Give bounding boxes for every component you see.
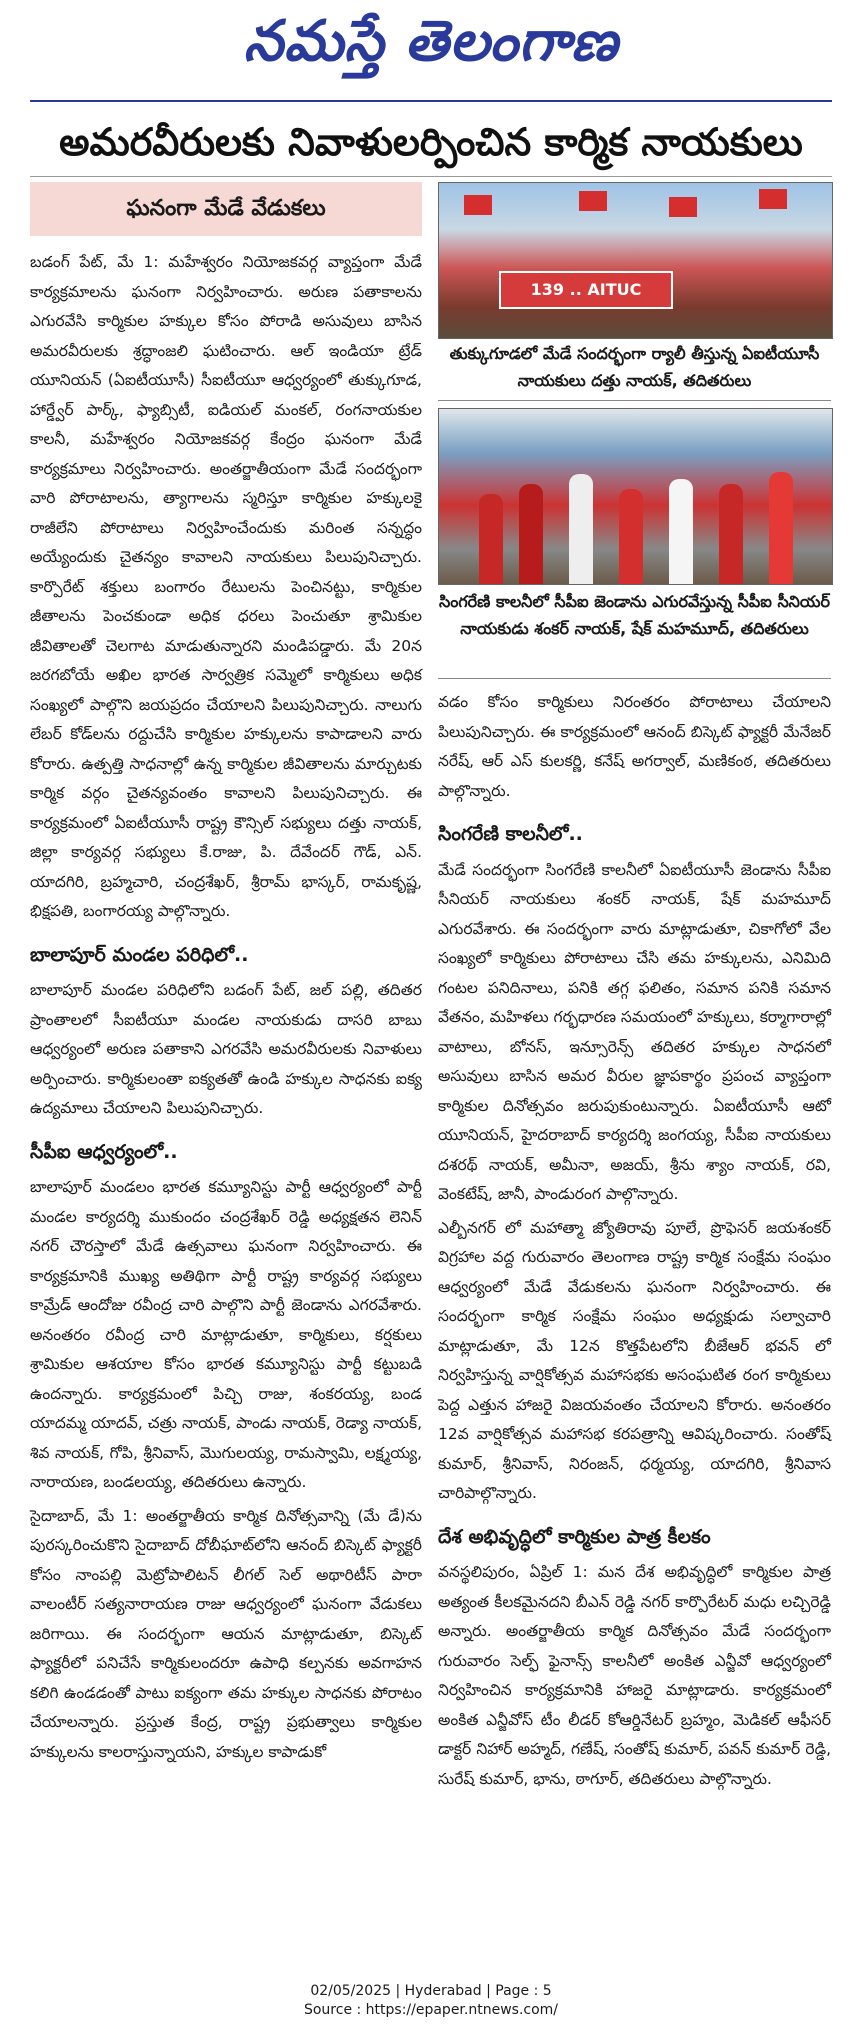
article-paragraph: బడంగ్ పేట్, మే 1: మహేశ్వరం నియోజకవర్గ వ్యాప్తంగా మేడే కార్యక్రమాలను ఘనంగా నిర్వహించారు. అరుణ పతాకాలను ఎగురవేసి కార్మికుల హక్కుల కోసం పోరాడి అసువులు బాసిన అమరవీరులకు శ్రద్ధాంజలి ఘటించారు. ఆల్ ఇండియా ట్రేడ్ యూనియన్ (ఏఐటీయూసీ) సీఐటీయూ ఆధ్వర్యంలో తుక్కుగూడ, హార్డ్వేర్ పార్క్, ఫ్యాబ్సిటీ, ఐడియల్ మంకల్, రంగనాయకుల కాలనీ, మహేశ్వరం నియోజకవర్గ కేంద్రం ఘనంగా మేడే కార్యక్రమాలు నిర్వహించారు. అంతర్జాతీయంగా మేడే సందర్భంగా వారి పోరాటాలను, త్యాగాలను స్మరిస్తూ కార్మికుల హక్కులకై రాజీలేని పోరాటాలు నిర్వహించేందుకు మరింత సన్నద్ధం అయ్యేందుకు చైతన్యం కావాలని నాయకులు పిలుపునిచ్చారు. కార్పొరేట్ శక్తులు బంగారం రేటులను పెంచినట్టు, కార్మికుల జీతాలను పెంచకుండా అధిక ధరలు పెంచుతూ శ్రామికుల జీవితాలతో చెలగాట మాడుతున్నారని మండిపడ్డారు. మే 20న జరగబోయే అఖిల భారత సార్వత్రిక సమ్మెలో కార్మికులు అధిక సంఖ్యలో పాల్గొని జయప్రదం చేయాలని పిలుపునిచ్చారు. నాలుగు లేబర్ కోడ్‌లను రద్దుచేసి కార్మికుల హక్కులను కాపాడాలని వారు కోరారు. ఉత్పత్తి సాధనాల్లో ఉన్న కార్మికుల జీవితాలను మార్చుటకు కార్మిక వర్గం చైతన్యవంతం కావాలని పిలుపునిచ్చారు. ఈ కార్యక్రమంలో ఏఐటీయూసీ రాష్ట్ర కౌన్సిల్ సభ్యులు దత్తు నాయక్, జిల్లా కార్యవర్గ సభ్యులు కే.రాజు, పి. దేవేందర్ గౌడ్, ఎన్. యాదగిరి, బ్రహ్మచారి, చంద్రశేఖర్, శ్రీరామ్ భాస్కర్, రామకృష్ణ, భిక్షపతి, బంగారయ్య పాల్గొన్నారు. (30, 253, 422, 920)
flag-icon (669, 197, 697, 217)
left-column (30, 248, 422, 1771)
caption-divider (438, 400, 831, 401)
flag-icon (579, 191, 607, 211)
article-headline: అమరవీరులకు నివాళులర్పించిన కార్మిక నాయకులు (59, 120, 803, 164)
photo-caption-flag-hoisting: సింగరేణి కాలనీలో సీపీఐ జెండాను ఎగురవేస్తున్న సీపీఐ సీనియర్ నాయకుడు శంకర్ నాయక్, షేక్ మహమూద్, తదితరులు (439, 592, 830, 638)
person-figure (769, 472, 793, 584)
flag-icon (464, 195, 492, 215)
right-column (438, 688, 831, 1798)
person-figure (719, 484, 743, 584)
masthead-rule (30, 100, 832, 102)
article-paragraph: మేడే సందర్భంగా సింగరేణి కాలనీలో ఏఐటీయూసీ జెండాను సీపీఐ సీనియర్ నాయకులు శంకర్ నాయక్, షేక్ మహమూద్ ఎగురవేశారు. ఈ సందర్భంగా వారు మాట్లాడుతూ, చికాగోలో వేల సంఖ్యలో కార్మికులు పోరాటాలు చేసి తమ హక్కులను, ఎనిమిది గంటల పనిదినాలు, పనికి తగ్గ ఫలితం, సమాన పనికి సమాన వేతనం, మహిళలు గర్భధారణ సమయంలో హక్కులు, కర్మాగారాల్లో వాటాలు, బోనస్, ఇన్సూరెన్స్ తదితర హక్కుల సాధనలో అసువులు బాసిన అమర వీరుల జ్ఞాపకార్థం ప్రపంచ వ్యాప్తంగా కార్మికుల దినోత్సవం జరుపుకుంటున్నారు. ఏఐటీయూసీ ఆటో యూనియన్, హైదరాబాద్ కార్యదర్శి జంగయ్య, సీపీఐ నాయకులు దశరథ్ నాయక్, అమీనా, అజయ్, శ్రీను శ్యాం నాయక్, రవి, వెంకటేష్, జానీ, పాండురంగ పాల్గొన్నారు. (438, 860, 831, 1203)
source-url[interactable]: Source : https://epaper.ntnews.com/ (303, 2002, 559, 2018)
photo-flag-hoisting (438, 408, 833, 585)
person-figure (669, 479, 693, 584)
edition-info: 02/05/2025 | Hyderabad | Page : 5 (310, 1983, 552, 1999)
page-footer (0, 1982, 862, 2020)
article-paragraph: సైదాబాద్, మే 1: అంతర్జాతీయ కార్మిక దినోత్సవాన్ని (మే డే)ను పురస్కరించుకొని సైదాబాద్ దోబీఘాట్‌లోని ఆనంద్ బిస్కెట్ ఫ్యాక్టరీ కోసం నాంపల్లి మెట్రోపాలిటన్ లీగల్ సెల్ అథారిటీస్ పారా వాలంటీర్ సత్యనారాయణ రాజు ఆధ్వర్యంలో ఘనంగా వేడుకలు జరిగాయి. ఈ సందర్భంగా ఆయన మాట్లాడుతూ, బిస్కెట్ ఫ్యాక్టరీలో పనిచేసే కార్మికులందరూ ఉపాధి కల్పనకు అవగాహన కలిగి ఉండడంతో పాటు ఐక్యంగా తమ హక్కుల సాధనకు పోరాటం చేయాలన్నారు. ప్రస్తుత కేంద్ర, రాష్ట్ర ప్రభుత్వాలు కార్మికుల హక్కులను కాలరాస్తున్నాయని, హక్కుల కాపాడుకో (30, 1506, 422, 1761)
photo-rally (438, 182, 833, 339)
article-paragraph: ఎల్బీనగర్ లో మహాత్మా జ్యోతిరావు పూలే, ప్రొఫెసర్ జయశంకర్ విగ్రహాల వద్ద గురువారం తెలంగాణ రాష్ట్ర కార్మిక సంక్షేమ సంఘం ఆధ్వర్యంలో మేడే వేడుకలను ఘనంగా నిర్వహించారు. ఈ సందర్భంగా కార్మిక సంక్షేమ సంఘం అధ్యక్షుడు సల్వాచారి మాట్లాడుతూ, మే 12న కొత్తపేటలోని బీజేఆర్ భవన్ లో నిర్వహిస్తున్న వార్షికోత్సవ మహాసభకు అసంఘటిత రంగ కార్మికులు పెద్ద ఎత్తున హాజరై విజయవంతం చేయాలని కోరారు. అనంతరం 12వ వార్షికోత్సవ మహాసభ కరపత్రాన్ని ఆవిష్కరించారు. సంతోష్ కుమార్, శ్రీనివాస్, నిరంజన్, ధర్మయ్య, యాదగిరి, శ్రీనివాస చారిపాల్గొన్నారు. (438, 1218, 831, 1502)
caption-divider (438, 678, 831, 679)
flag-icon (759, 189, 787, 209)
subheading: సింగరేణి కాలనీలో.. (438, 823, 583, 845)
subheading: బాలాపూర్ మండల పరిధిలో.. (30, 943, 249, 966)
subheading: దేశ అభివృద్ధిలో కార్మికుల పాత్ర కీలకం (438, 1525, 711, 1548)
masthead (0, 0, 862, 100)
person-figure (479, 494, 503, 584)
article-paragraph: బాలాపూర్ మండల పరిధిలోని బడంగ్ పేట్, జల్ పల్లి, తదితర ప్రాంతాలలో సీఐటీయూ మండల నాయకుడు దాసరి బాబు ఆధ్వర్యంలో అరుణ పతాకాని ఎగరవేసి అమరవీరులకు నివాళులు అర్పించారు. కార్మికులంతా ఐక్యతతో ఉండి హక్కుల సాధనకు ఐక్య ఉద్యమాలు చేయాలని పిలుపునిచ్చారు. (30, 981, 422, 1117)
article-paragraph: వనస్థలిపురం, ఏప్రిల్ 1: మన దేశ అభివృద్ధిలో కార్మికుల పాత్ర అత్యంత కీలకమైనదని బీఎన్ రెడ్డి నగర్ కార్పొరేటర్ మధు లచ్చిరెడ్డి అన్నారు. అంతర్జాతీయ కార్మిక దినోత్సవం మేడే సందర్భంగా గురువారం సెల్ఫ్ ఫైనాన్స్ కాలనీలో అంకిత ఎన్జీవో ఆధ్వర్యంలో నిర్వహించిన కార్యక్రమానికి హాజరై మాట్లాడారు. కార్యక్రమంలో అంకిత ఎన్జీవోస్ టీం లీడర్ కోఆర్డినేటర్ బ్రహ్మం, మెడికల్ ఆఫీసర్ డాక్టర్ నిహార్ అహ్మద్, గణేష్, సంతోష్ కుమార్, పవన్ కుమార్ రెడ్డి, సురేష్ కుమార్, భాను, ఠాగూర్, తదితరులు పాల్గొన్నారు. (438, 1563, 831, 1788)
person-figure (569, 474, 593, 584)
newspaper-name: నమస్తే తెలంగాణ (243, 8, 619, 74)
person-figure (519, 484, 543, 584)
article-kicker: ఘనంగా మేడే వేడుకలు (30, 182, 422, 236)
headline-rule (30, 176, 832, 177)
subheading: సీపీఐ ఆధ్వర్యంలో.. (30, 1140, 178, 1163)
article-paragraph: బాలాపూర్ మండలం భారత కమ్యూనిస్టు పార్టీ ఆధ్వర్యంలో పార్టీ మండల కార్యదర్శి ముకుందం చంద్రశేఖర్ రెడ్డి అధ్యక్షతన లెనిన్ నగర్ చౌరస్తాలో మేడే ఉత్సవాలు ఘనంగా నిర్వహించారు. ఈ కార్యక్రమానికి ముఖ్య అతిథిగా పార్టీ రాష్ట్ర కార్యవర్గ సభ్యులు కామ్రేడ్ ఆందోజు రవీంద్ర చారి పాల్గొని పార్టీ జెండాను ఎగరవేశారు. అనంతరం రవీంద్ర చారి మాట్లాడుతూ, కార్మికులు, కర్షకులు శ్రామికుల ఆశయాల కోసం భారత కమ్యూనిస్టు పార్టీ కట్టుబడి ఉందన్నారు. కార్యక్రమంలో పిచ్చి రాజు, శంకరయ్య, బండ యాదమ్మ యాదవ్, చత్రు నాయక్, పాండు నాయక్, రెడ్యా నాయక్, శివ నాయక్, గోపి, శ్రీనివాస్, మొగులయ్య, రామస్వామి, లక్ష్మయ్య, నారాయణ, బండలయ్య, తదితరులు ఉన్నారు. (30, 1178, 422, 1491)
rally-banner: 139 .. AITUC (499, 271, 673, 309)
article-paragraph: వడం కోసం కార్మికులు నిరంతరం పోరాటాలు చేయాలని పిలుపునిచ్చారు. ఈ కార్యక్రమంలో ఆనంద్ బిస్కెట్ ఫ్యాక్టరీ మేనేజర్ నరేష్, ఆర్ ఎస్ కులకర్ణి, కనేష్ అగర్వాల్, మణికంఠ, తదితరులు పాల్గొన్నారు. (438, 693, 831, 800)
person-figure (619, 489, 643, 584)
photo-caption-rally: తుక్కుగూడలో మేడే సందర్భంగా ర్యాలీ తీస్తున్న ఏఐటీయూసీ నాయకులు దత్తు నాయక్, తదితరులు (449, 344, 820, 390)
